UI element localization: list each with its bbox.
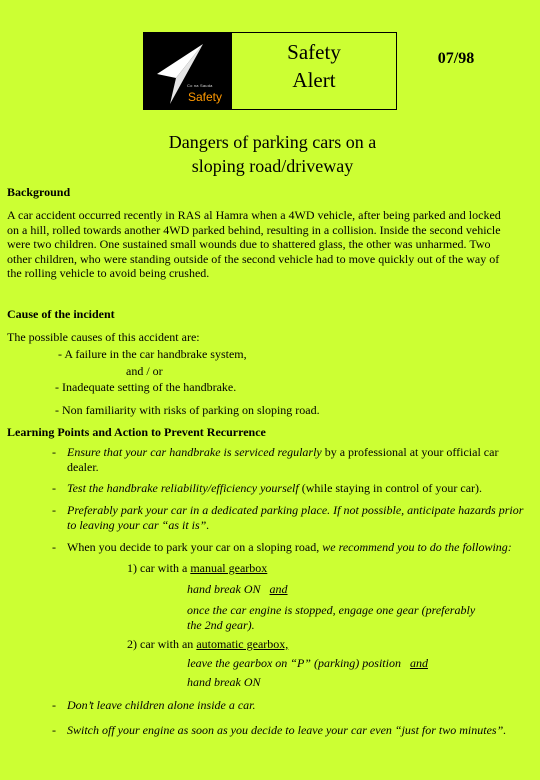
automatic-step-2: hand break ON	[187, 675, 261, 689]
alert-date: 07/98	[437, 50, 475, 67]
bullet-dash: -	[52, 445, 56, 459]
logo-word: Safety	[188, 90, 223, 104]
logo-small-text: Co na Sauda	[187, 83, 213, 88]
bullet-dash: -	[52, 698, 56, 712]
manual-step-2	[187, 603, 475, 632]
manual-step-1-and: and	[269, 582, 288, 596]
learning-item-1	[67, 445, 498, 474]
learning-item-4	[67, 540, 512, 555]
manual-gearbox-label	[127, 561, 267, 576]
background-line: other children, who were standing outside of the second vehicle had to move quickly out of the way of	[7, 251, 500, 266]
safety-logo	[143, 32, 232, 110]
page-title	[100, 130, 445, 178]
learning-item-4-emphasis: we recommend you to do the following:	[319, 540, 512, 554]
alert-title-line2: Alert	[292, 68, 336, 92]
automatic-prefix: 2) car with an	[127, 637, 197, 651]
manual-step-2-line1: once the car engine is stopped, engage one gear (preferably	[187, 603, 476, 617]
cause-item: - Inadequate setting of the handbrake.	[55, 380, 237, 394]
bullet-dash: -	[52, 723, 56, 737]
manual-step-1-text: hand break ON	[187, 582, 261, 596]
background-heading: Background	[7, 185, 71, 199]
manual-gearbox-underlined: manual gearbox	[190, 561, 268, 575]
background-line: on a hill, rolled towards another 4WD parked behind, resulting in a collision. Inside the second vehicle	[7, 222, 501, 237]
background-line: the rolling vehicle to avoid being crushed.	[7, 266, 210, 280]
cause-intro: The possible causes of this accident are:	[7, 330, 200, 344]
learning-item-2	[67, 481, 482, 496]
manual-step-1	[187, 582, 288, 597]
background-line: A car accident occurred recently in RAS al Hamra when a 4WD vehicle, after being parked and locked	[7, 208, 501, 222]
automatic-gearbox-label	[127, 637, 288, 652]
alert-box	[232, 32, 397, 110]
background-paragraph	[7, 208, 501, 281]
automatic-step-1	[187, 656, 428, 671]
learning-item-2-text: (while staying in control of your car).	[298, 481, 483, 495]
title-line1: Dangers of parking cars on a	[168, 132, 377, 152]
cause-heading: Cause of the incident	[7, 307, 115, 321]
automatic-step-1-text: leave the gearbox on “P” (parking) position	[187, 656, 401, 670]
title-line2: sloping road/driveway	[191, 156, 354, 176]
bullet-dash: -	[52, 503, 56, 517]
learning-item-4-text: When you decide to park your car on a sloping road,	[67, 540, 320, 554]
learning-item-1-emphasis: Ensure that your car handbrake is serviced regularly	[67, 445, 322, 459]
learning-item-6: Switch off your engine as soon as you decide to leave your car even “just for two minutes”.	[67, 723, 507, 737]
learning-item-3-line2: to leaving your car “as it is”.	[67, 517, 210, 532]
automatic-step-1-and: and	[409, 656, 428, 670]
learning-item-5: Don’t leave children alone inside a car.	[67, 698, 256, 712]
cause-andor: and / or	[126, 364, 163, 378]
learning-item-1-line2: dealer.	[67, 459, 99, 474]
learning-item-2-emphasis: Test the handbrake reliability/efficiency yourself	[67, 481, 299, 495]
cause-item: - A failure in the car handbrake system,	[58, 347, 247, 361]
cause-item: - Non familiarity with risks of parking on sloping road.	[55, 403, 320, 417]
bullet-dash: -	[52, 481, 56, 495]
manual-step-2-line2: the 2nd gear).	[187, 617, 255, 632]
bullet-dash: -	[52, 540, 56, 554]
manual-prefix: 1) car with a	[127, 561, 191, 575]
learning-heading: Learning Points and Action to Prevent Recurrence	[7, 425, 266, 439]
learning-item-1-text: by a professional at your official car	[321, 445, 499, 459]
automatic-gearbox-underlined: automatic gearbox,	[196, 637, 289, 651]
background-line: were two children. One sustained small wounds due to shattered glass, the other was unharmed. Two	[7, 237, 491, 251]
alert-title-line1: Safety	[287, 40, 341, 64]
learning-item-3	[67, 503, 523, 532]
learning-item-3-line1: Preferably park your car in a dedicated parking place. If not possible, anticipate hazards prior	[67, 503, 524, 517]
